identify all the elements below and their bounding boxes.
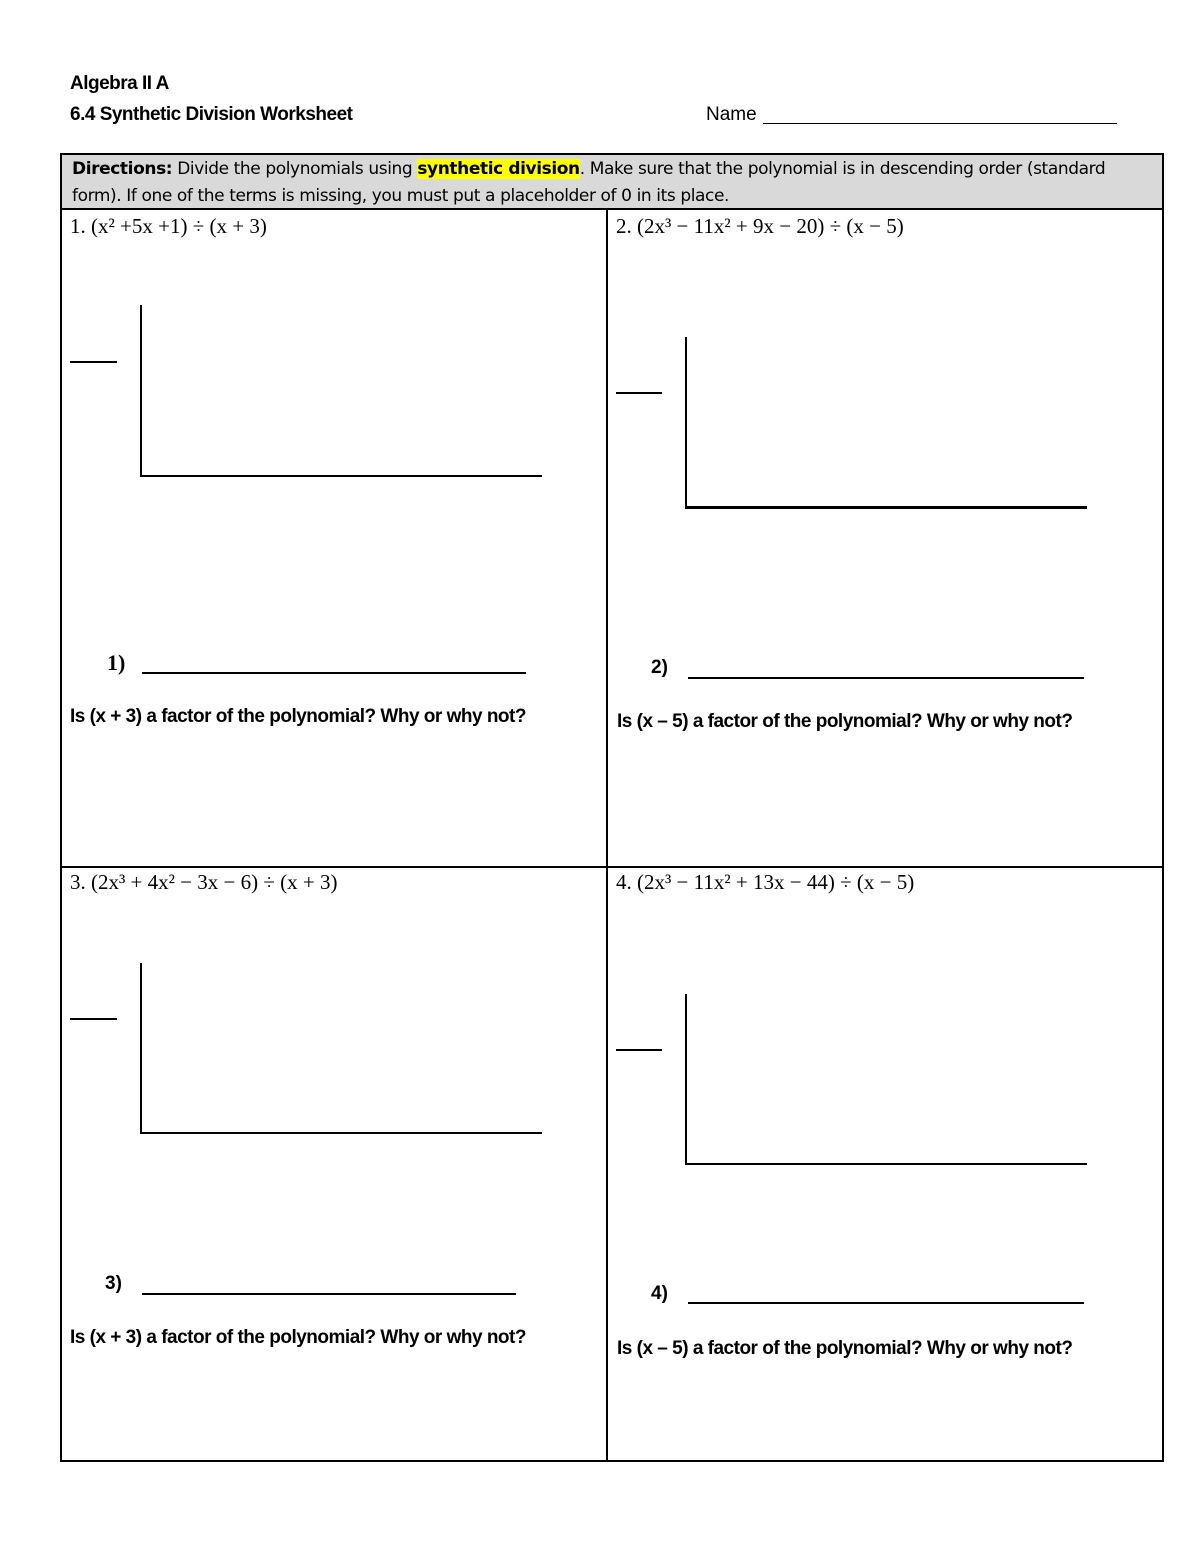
directions-text: Divide the polynomials using <box>172 159 418 179</box>
directions-label: Directions: <box>72 159 173 179</box>
answer-field-1[interactable] <box>142 672 526 674</box>
factor-question-4: Is (x – 5) a factor of the polynomial? Why or why not? <box>617 1338 1073 1359</box>
answer-label-3: 3) <box>105 1273 122 1294</box>
division-bracket-horizontal-2 <box>685 506 1087 509</box>
division-bracket-vertical-3 <box>140 963 142 1134</box>
factor-question-3: Is (x + 3) a factor of the polynomial? Why or why not? <box>70 1327 526 1348</box>
division-bracket-horizontal-4 <box>685 1163 1087 1165</box>
answer-label-1: 1) <box>107 650 126 675</box>
divisor-blank-4[interactable] <box>616 1049 662 1051</box>
answer-field-2[interactable] <box>688 677 1084 679</box>
problem-2-expression: 2. (2x³ − 11x² + 9x − 20) ÷ (x − 5) <box>616 214 904 238</box>
problem-table <box>60 153 1164 1462</box>
division-bracket-horizontal-3 <box>140 1132 542 1134</box>
name-field[interactable] <box>763 123 1117 124</box>
column-divider <box>606 210 608 1460</box>
name-label: Name <box>706 104 757 125</box>
answer-label-4: 4) <box>651 1283 668 1304</box>
factor-question-2: Is (x – 5) a factor of the polynomial? Why or why not? <box>617 711 1073 732</box>
answer-label-2: 2) <box>651 657 668 678</box>
division-bracket-vertical-2 <box>685 337 687 508</box>
directions <box>62 155 1162 210</box>
worksheet-title: 6.4 Synthetic Division Worksheet <box>70 104 353 125</box>
directions-highlight: synthetic division <box>417 159 580 179</box>
division-bracket-vertical-1 <box>140 305 142 477</box>
problem-3-expression: 3. (2x³ + 4x² − 3x − 6) ÷ (x + 3) <box>70 870 338 894</box>
row-divider <box>62 866 1162 868</box>
answer-field-3[interactable] <box>142 1293 516 1295</box>
factor-question-1: Is (x + 3) a factor of the polynomial? Why or why not? <box>70 706 526 727</box>
problem-1-expression: 1. (x² +5x +1) ÷ (x + 3) <box>70 214 267 238</box>
division-bracket-vertical-4 <box>685 994 687 1165</box>
divisor-blank-1[interactable] <box>70 361 117 363</box>
division-bracket-horizontal-1 <box>140 475 542 477</box>
directions-text-rest: . Make sure that the polynomial is in descending order (standard form). If one of the terms is missing, you must put a placeholder of 0 in its place. <box>72 159 1106 206</box>
problem-4-expression: 4. (2x³ − 11x² + 13x − 44) ÷ (x − 5) <box>616 870 915 894</box>
answer-field-4[interactable] <box>688 1302 1084 1304</box>
divisor-blank-3[interactable] <box>70 1018 117 1020</box>
course-title: Algebra II A <box>70 73 169 94</box>
divisor-blank-2[interactable] <box>616 392 662 394</box>
